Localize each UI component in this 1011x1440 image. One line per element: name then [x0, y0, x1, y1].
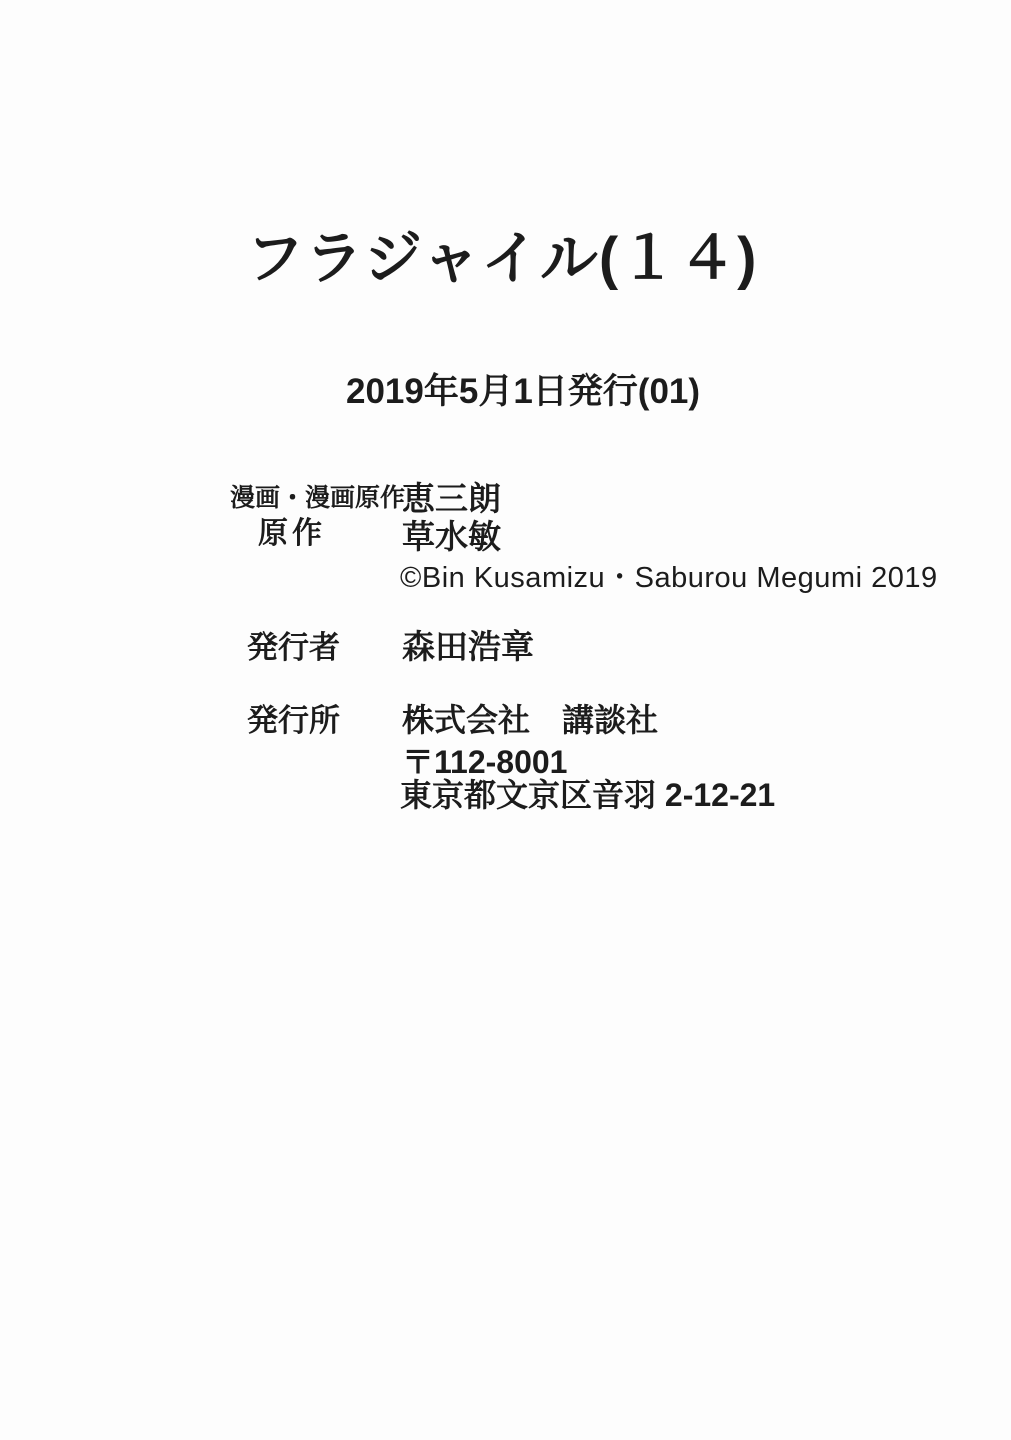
publisher-postal-code: 〒112-8001: [402, 744, 568, 780]
book-title: フラジャイル(１４): [246, 226, 758, 291]
credit-value-original-author: 草水敏: [402, 518, 501, 555]
publisher-office-label: 発行所: [247, 703, 340, 738]
credit-label-manga: 漫画・漫画原作: [230, 484, 406, 512]
publication-date: 2019年5月1日発行(01): [346, 372, 701, 411]
credit-label-original-story: 原作: [258, 517, 326, 550]
copyright-line: ©Bin Kusamizu・Saburou Megumi 2019: [400, 562, 938, 594]
publisher-company-name: 株式会社 講談社: [402, 702, 659, 738]
publisher-person-label: 発行者: [247, 630, 340, 665]
publisher-person-name: 森田浩章: [402, 628, 534, 665]
publisher-address: 東京都文京区音羽 2-12-21: [400, 777, 776, 813]
credit-value-manga-author: 恵三朗: [402, 480, 501, 517]
